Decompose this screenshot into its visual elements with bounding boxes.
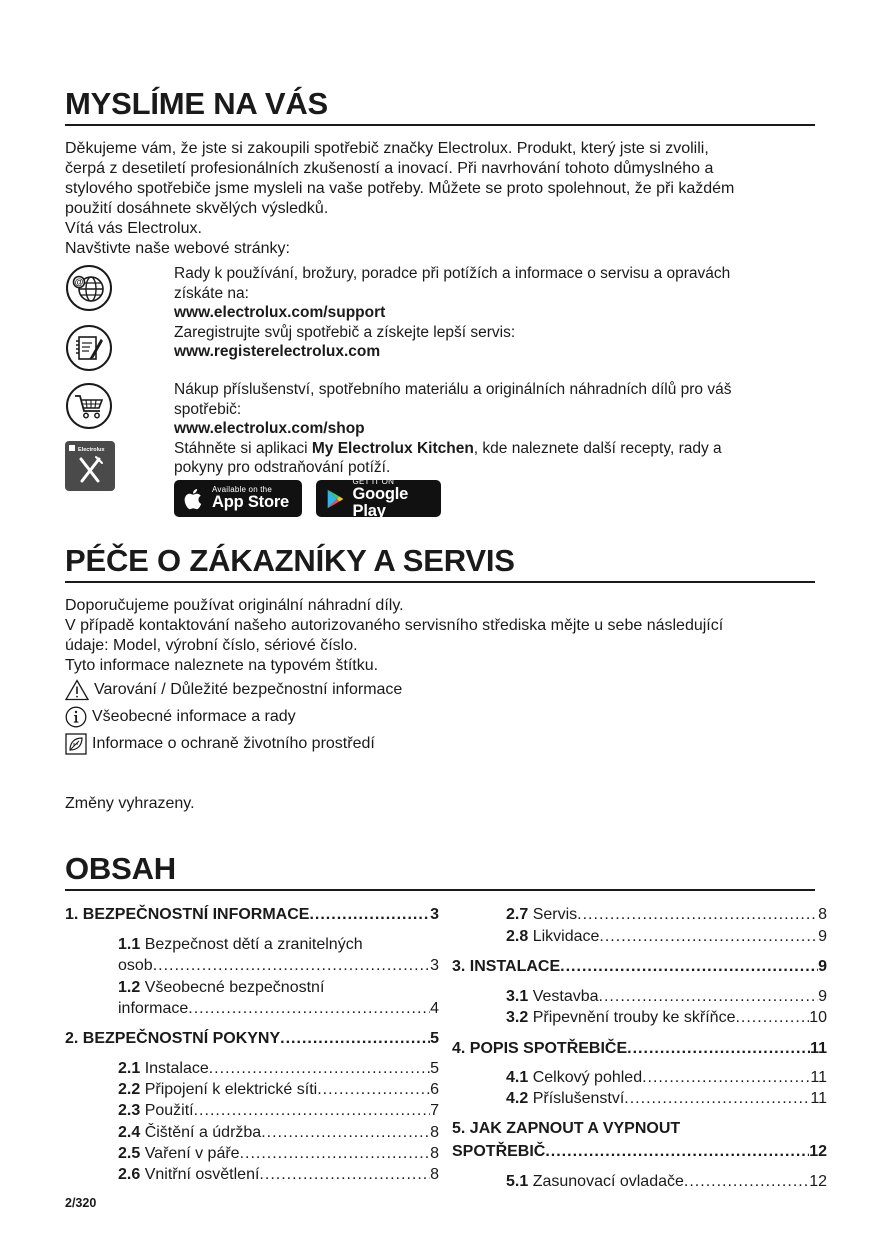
googleplay-small-text: GET IT ON (352, 477, 395, 486)
legend-info-text: Všeobecné informace a rady (92, 708, 296, 725)
toc-entry[interactable]: 2.3 Použití ..... 7 (118, 1102, 439, 1120)
toc-entry[interactable]: 2.4 Čištění a údržba ..... 8 (118, 1124, 439, 1142)
legend-warning (65, 679, 402, 701)
appstore-small-text: Available on the (212, 485, 272, 495)
service-line: Tyto informace naleznete na typovém štítku. (65, 657, 379, 674)
section-title-thinking-of-you: MYSLÍME NA VÁS (65, 86, 815, 126)
service-line: Doporučujeme používat originální náhradní díly. (65, 597, 404, 614)
toc-entry[interactable]: 4.1 Celkový pohled ..... 11 (506, 1069, 827, 1087)
toc-entry[interactable]: 1. BEZPEČNOSTNÍ INFORMACE ..... 3 (65, 906, 439, 924)
section-title-customer-care: PÉČE O ZÁKAZNÍKY A SERVIS (65, 543, 815, 583)
google-play-icon (326, 487, 345, 511)
toc-entry[interactable]: 3.1 Vestavba ..... 9 (506, 988, 827, 1006)
info-circle-icon (65, 706, 87, 728)
page-number: 2/320 (65, 1196, 97, 1210)
legend-env-text: Informace o ochraně životního prostředí (92, 735, 375, 752)
shopping-cart-icon (65, 382, 113, 430)
app-text: Stáhněte si aplikaci My Electrolux Kitchen, kde naleznete další recepty, rady a (174, 439, 722, 457)
shop-link[interactable]: www.electrolux.com/shop (174, 420, 365, 437)
section-title-contents: OBSAH (65, 851, 815, 891)
support-block (174, 264, 814, 362)
register-text: Zaregistrujte svůj spotřebič a získejte lepší servis: (174, 323, 516, 341)
toc-entry[interactable]: 1.1 Bezpečnost dětí a zranitelných (118, 936, 363, 953)
legend-info (65, 706, 296, 728)
intro-paragraph (65, 139, 825, 259)
appstore-big-text: App Store (212, 493, 290, 512)
toc-entry[interactable]: 5. JAK ZAPNOUT A VYPNOUT (452, 1120, 681, 1137)
app-text: pokyny pro odstraňování potíží. (174, 459, 391, 476)
intro-line: Děkujeme vám, že jste si zakoupili spotřebič značky Electrolux. Produkt, který jste si zvolili, (65, 140, 709, 157)
shop-block (174, 380, 814, 478)
legend-environment (65, 733, 375, 755)
toc-entry[interactable]: 5.1 Zasunovací ovladače ..... 12 (506, 1173, 827, 1191)
intro-line: Navštivte naše webové stránky: (65, 240, 290, 257)
toc-entry-continued[interactable]: osob ..... 3 (118, 957, 439, 975)
toc-entry[interactable]: 3. INSTALACE ..... 9 (452, 958, 827, 976)
register-link[interactable]: www.registerelectrolux.com (174, 343, 381, 360)
changes-reserved: Změny vyhrazeny. (65, 795, 195, 812)
notebook-pen-icon (65, 324, 113, 372)
service-line: údaje: Model, výrobní číslo, sériové číslo. (65, 637, 358, 654)
shop-text: Nákup příslušenství, spotřebního materiálu a originálních náhradních dílů pro váš (174, 381, 732, 398)
toc-entry[interactable]: 2.6 Vnitřní osvětlení ..... 8 (118, 1166, 439, 1184)
support-link[interactable]: www.electrolux.com/support (174, 304, 386, 321)
warning-triangle-icon (65, 679, 89, 701)
toc-entry[interactable]: 1.2 Všeobecné bezpečnostní (118, 979, 325, 996)
intro-line: čerpá z desetiletí profesionálních zkušeností a inovací. Při navrhování tohoto důmyslného a (65, 160, 714, 177)
toc-entry[interactable]: 2.5 Vaření v páře ..... 8 (118, 1145, 439, 1163)
service-line: V případě kontaktování našeho autorizovaného servisního střediska mějte u sebe následující (65, 617, 724, 634)
service-paragraph (65, 596, 825, 676)
support-text: získáte na: (174, 284, 249, 302)
toc-entry[interactable]: 4.2 Příslušenství ..... 11 (506, 1090, 827, 1108)
app-store-badge[interactable] (174, 480, 302, 517)
toc-entry[interactable]: 2.2 Připojení k elektrické síti ..... 6 (118, 1081, 439, 1099)
toc-entry[interactable]: 2.8 Likvidace ..... 9 (506, 928, 827, 946)
apple-icon (184, 487, 204, 511)
intro-line: stylového spotřebiče jsme mysleli na vaše potřeby. Můžete se proto spolehnout, že při každém (65, 180, 735, 197)
toc-entry[interactable]: 3.2 Připevnění trouby ke skříňce ..... 10 (506, 1009, 827, 1027)
intro-line: Vítá vás Electrolux. (65, 220, 202, 237)
intro-line: použití dosáhnete skvělých výsledků. (65, 200, 329, 217)
shop-text: spotřebič: (174, 400, 242, 418)
legend-warning-text: Varování / Důležité bezpečnostní informace (94, 681, 403, 698)
toc-entry[interactable]: 2. BEZPEČNOSTNÍ POKYNY ..... 5 (65, 1030, 439, 1048)
electrolux-kitchen-app-icon (65, 441, 115, 491)
toc-entry-continued[interactable]: SPOTŘEBIČ ..... 12 (452, 1143, 827, 1161)
toc-entry-continued[interactable]: informace ..... 4 (118, 1000, 439, 1018)
globe-at-icon (65, 264, 113, 312)
google-play-badge[interactable] (316, 477, 441, 520)
toc-entry[interactable]: 2.1 Instalace ..... 5 (118, 1060, 439, 1078)
svg-text:@: @ (74, 277, 84, 287)
toc-entry[interactable]: 2.7 Servis ..... 8 (506, 906, 827, 924)
leaf-icon (65, 733, 87, 755)
toc-entry[interactable]: 4. POPIS SPOTŘEBIČE ..... 11 (452, 1040, 827, 1058)
googleplay-big-text: Google Play (352, 485, 409, 520)
app-name: My Electrolux Kitchen (311, 439, 474, 457)
app-brand-text: Electrolux (78, 447, 105, 453)
support-text: Rady k používání, brožury, poradce při potížích a informace o servisu a opravách (174, 265, 731, 282)
